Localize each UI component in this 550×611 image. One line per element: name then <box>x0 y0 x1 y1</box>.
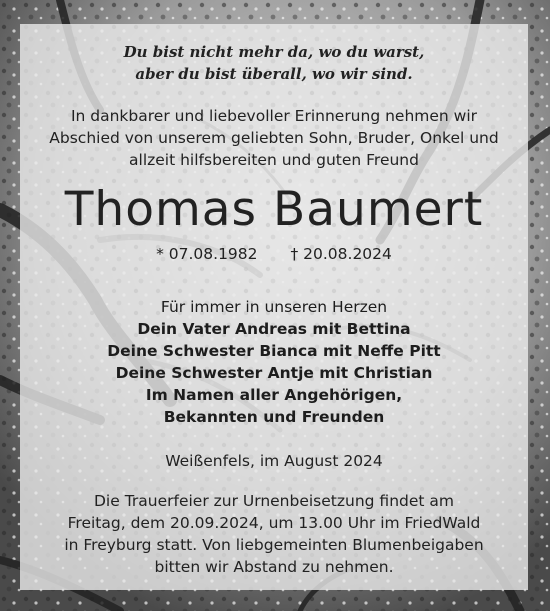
ceremony-line: in Freyburg statt. Von liebgemeinten Blumenbeigaben <box>64 536 484 554</box>
ceremony-line: bitten wir Abstand zu nehmen. <box>154 558 394 576</box>
mourner-line: Im Namen aller Angehörigen, <box>145 386 403 404</box>
mourner-line: Bekannten und Freunden <box>163 408 385 426</box>
intro-text <box>20 105 528 171</box>
mourner-line: Deine Schwester Antje mit Christian <box>115 364 433 382</box>
place-date: Weißenfels, im August 2024 <box>165 452 383 470</box>
life-dates <box>20 243 528 265</box>
motto-line: Du bist nicht mehr da, wo du warst, <box>123 43 425 61</box>
mourner-line: Deine Schwester Bianca mit Neffe Pitt <box>107 342 441 360</box>
notice-content <box>20 24 528 590</box>
mourners-heading: Für immer in unseren Herzen <box>160 298 388 316</box>
ceremony-info <box>20 490 528 578</box>
mourners-list <box>20 296 528 428</box>
motto-quote <box>20 41 528 85</box>
birth-date: * 07.08.1982 <box>156 245 258 263</box>
death-date: † 20.08.2024 <box>290 245 392 263</box>
intro-line: allzeit hilfsbereiten und guten Freund <box>129 151 419 169</box>
intro-line: In dankbarer und liebevoller Erinnerung nehmen wir <box>70 107 478 125</box>
intro-line: Abschied von unserem geliebten Sohn, Bruder, Onkel und <box>49 129 499 147</box>
mourner-line: Dein Vater Andreas mit Bettina <box>137 320 411 338</box>
ceremony-line: Freitag, dem 20.09.2024, um 13.00 Uhr im FriedWald <box>67 514 481 532</box>
deceased-name: Thomas Baumert <box>64 182 484 237</box>
ceremony-line: Die Trauerfeier zur Urnenbeisetzung findet am <box>93 492 454 510</box>
motto-line: aber du bist überall, wo wir sind. <box>135 65 413 83</box>
